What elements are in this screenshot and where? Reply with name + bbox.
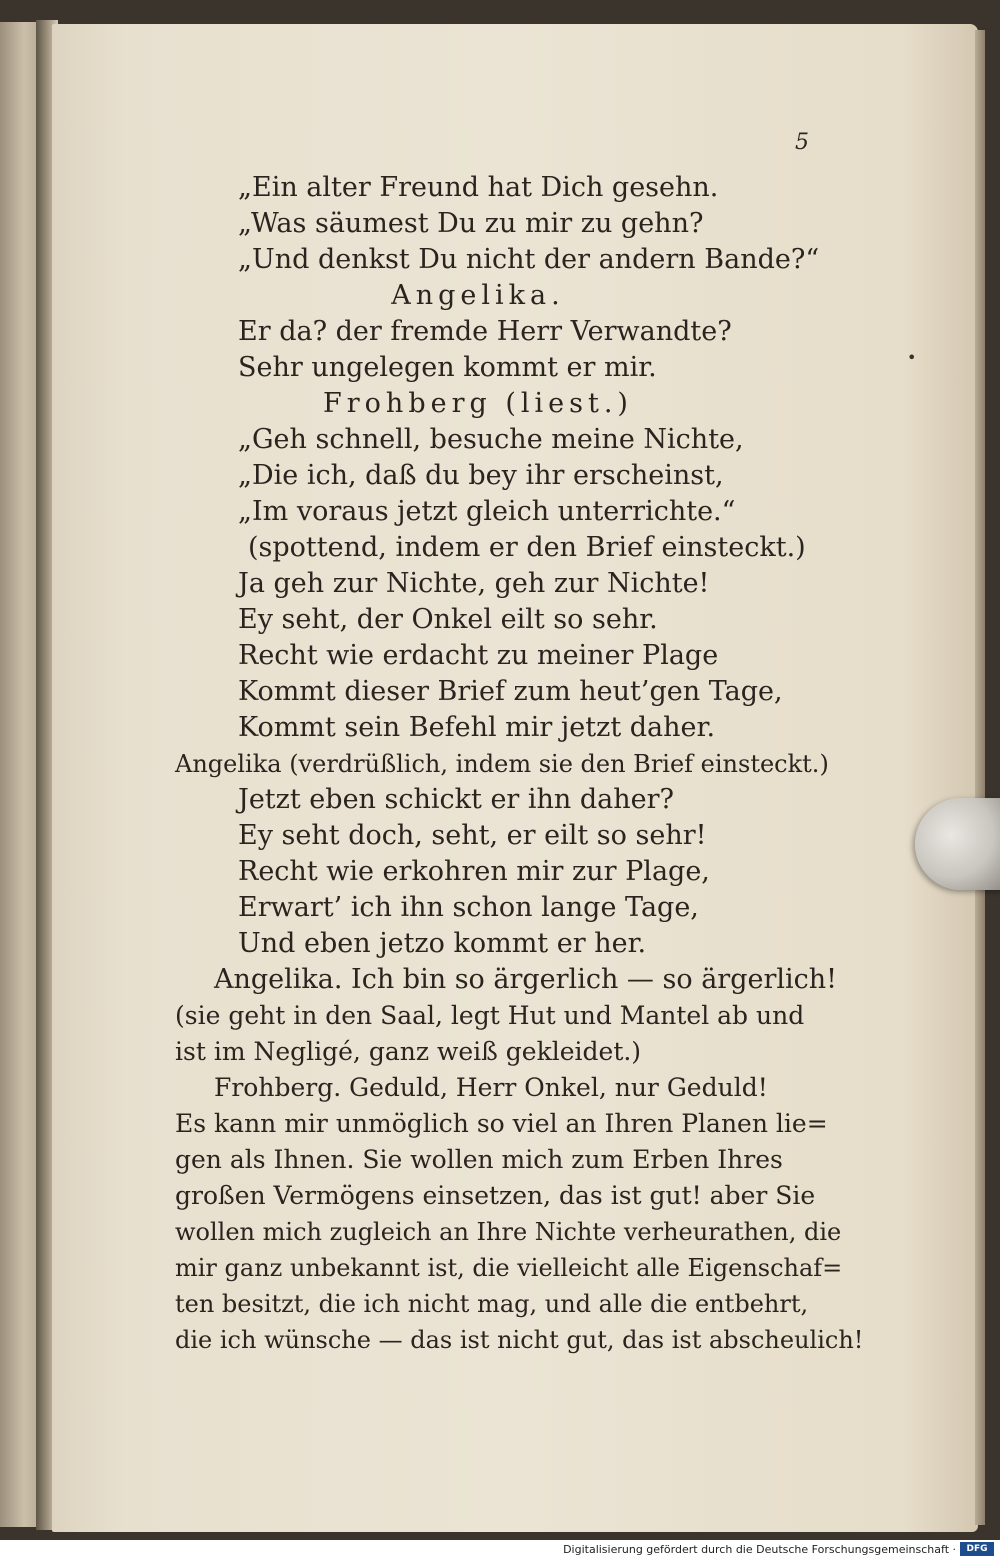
text-line: Er da? der fremde Herr Verwandte? [238,316,732,347]
text-line: „Was säumest Du zu mir zu gehn? [238,208,704,239]
speaker-name: Angelika. [391,280,565,311]
prose-line: die ich wünsche — das ist nicht gut, das ist abscheulich! [175,1326,864,1354]
page-number: 5 [795,130,809,155]
stage-direction: Angelika (verdrüßlich, indem sie den Brief einsteckt.) [175,750,829,778]
prose-line: großen Vermögens einsetzen, das ist gut! aber Sie [175,1181,816,1210]
footer-credit: Digitalisierung gefördert durch die Deutsche Forschungsgemeinschaft · [563,1543,956,1556]
text-line: Sehr ungelegen kommt er mir. [238,352,657,383]
speaker-name: Frohberg (liest.) [323,388,633,419]
text-line: Kommt sein Befehl mir jetzt daher. [238,712,716,743]
text-line: „Die ich, daß du bey ihr erscheinst, [238,460,724,491]
ink-mark: • [907,348,917,367]
text-line: Angelika. Ich bin so ärgerlich — so ärgerlich! [214,964,838,995]
text-line: Ja geh zur Nichte, geh zur Nichte! [238,568,710,599]
text-line: „Im voraus jetzt gleich unterrichte.“ [238,496,736,527]
digitization-footer [0,1540,1000,1559]
text-line: Und eben jetzo kommt er her. [238,928,647,959]
dfg-logo: DFG [960,1542,994,1556]
text-line: Kommt dieser Brief zum heut’gen Tage, [238,676,783,707]
prose-line: Frohberg. Geduld, Herr Onkel, nur Geduld! [214,1073,768,1102]
text-line: „Ein alter Freund hat Dich gesehn. [238,172,719,203]
prose-line: wollen mich zugleich an Ihre Nichte verheurathen, die [175,1218,842,1246]
stage-direction: (spottend, indem er den Brief einsteckt.) [248,532,806,563]
text-line: „Und denkst Du nicht der andern Bande?“ [238,244,820,275]
prose-line: mir ganz unbekannt ist, die vielleicht alle Eigenschaf= [175,1254,843,1282]
prose-line: ten besitzt, die ich nicht mag, und alle die entbehrt, [175,1290,809,1318]
prose-line: Es kann mir unmöglich so viel an Ihren Planen lie= [175,1109,828,1138]
text-line: Ey seht, der Onkel eilt so sehr. [238,604,658,635]
text-line: Recht wie erkohren mir zur Plage, [238,856,710,887]
stage-direction: (sie geht in den Saal, legt Hut und Mantel ab und [175,1001,805,1030]
prose-line: gen als Ihnen. Sie wollen mich zum Erben Ihres [175,1145,783,1174]
text-line: Ey seht doch, seht, er eilt so sehr! [238,820,707,851]
text-line: „Geh schnell, besuche meine Nichte, [238,424,744,455]
text-line: Recht wie erdacht zu meiner Plage [238,640,719,671]
text-line: Jetzt eben schickt er ihn daher? [238,784,675,815]
stage-direction: ist im Negligé, ganz weiß gekleidet.) [175,1037,642,1066]
text-line: Erwart’ ich ihn schon lange Tage, [238,892,699,923]
